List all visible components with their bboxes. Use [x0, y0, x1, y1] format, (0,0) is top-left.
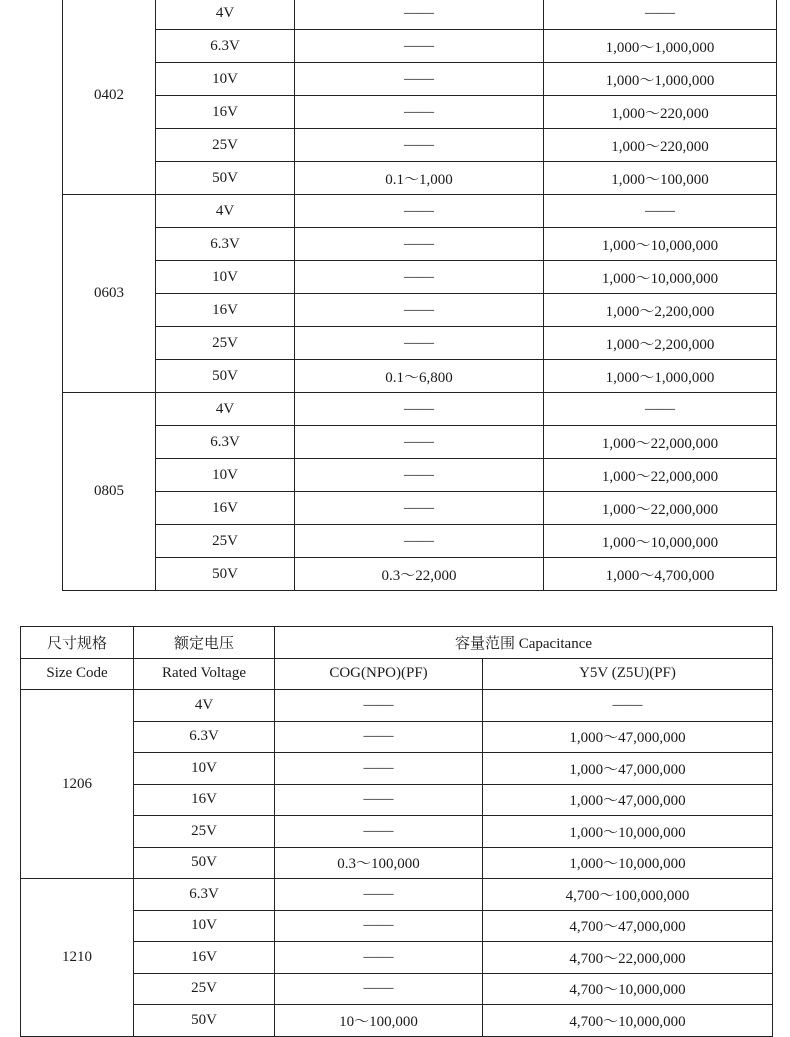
voltage-cell: 6.3V: [134, 879, 275, 911]
table-row: [63, 129, 777, 162]
y5v-cell: 1,000～10,000,000: [544, 261, 777, 294]
table-row: [21, 1005, 773, 1037]
cog-cell: ——: [295, 459, 544, 492]
voltage-cell: 4V: [134, 690, 275, 722]
table-row: [21, 847, 773, 879]
table-row: [63, 162, 777, 195]
voltage-cell: 50V: [134, 1005, 275, 1037]
header-size-en: Size Code: [21, 658, 134, 690]
y5v-cell: 4,700～10,000,000: [483, 973, 773, 1005]
cog-cell: ——: [275, 690, 483, 722]
y5v-cell: 1,000～2,200,000: [544, 327, 777, 360]
table-row: [63, 360, 777, 393]
table-row: [63, 0, 777, 30]
table-row: [21, 910, 773, 942]
voltage-cell: 6.3V: [134, 721, 275, 753]
cog-cell: 0.3～22,000: [295, 558, 544, 591]
voltage-cell: 4V: [156, 0, 295, 30]
capacitance-table-bottom: [20, 626, 773, 1037]
voltage-cell: 10V: [134, 910, 275, 942]
voltage-cell: 6.3V: [156, 228, 295, 261]
voltage-cell: 6.3V: [156, 30, 295, 63]
voltage-cell: 25V: [134, 973, 275, 1005]
table-row: [63, 30, 777, 63]
y5v-cell: 1,000～1,000,000: [544, 360, 777, 393]
voltage-cell: 50V: [156, 360, 295, 393]
table-row: [63, 393, 777, 426]
voltage-cell: 25V: [156, 129, 295, 162]
voltage-cell: 16V: [134, 784, 275, 816]
header-capacitance: 容量范围 Capacitance: [275, 627, 773, 659]
voltage-cell: 25V: [156, 525, 295, 558]
y5v-cell: 1,000～220,000: [544, 129, 777, 162]
voltage-cell: 16V: [156, 294, 295, 327]
y5v-cell: ——: [483, 690, 773, 722]
cog-cell: ——: [295, 261, 544, 294]
voltage-cell: 10V: [134, 753, 275, 785]
table-row: [21, 690, 773, 722]
y5v-cell: 1,000～47,000,000: [483, 784, 773, 816]
y5v-cell: 1,000～47,000,000: [483, 721, 773, 753]
table-row: [21, 816, 773, 848]
size-code-cell: 1206: [21, 690, 134, 879]
cog-cell: 0.1～1,000: [295, 162, 544, 195]
capacitance-table-top: [62, 0, 777, 591]
table-header: [21, 627, 773, 690]
cog-cell: ——: [295, 195, 544, 228]
cog-cell: ——: [295, 228, 544, 261]
voltage-cell: 4V: [156, 393, 295, 426]
voltage-cell: 50V: [156, 558, 295, 591]
table-row: [63, 426, 777, 459]
y5v-cell: ——: [544, 0, 777, 30]
y5v-cell: ——: [544, 393, 777, 426]
size-code-cell: 0402: [63, 0, 156, 195]
y5v-cell: 1,000～100,000: [544, 162, 777, 195]
voltage-cell: 16V: [134, 942, 275, 974]
table-row: [63, 294, 777, 327]
cog-cell: 10～100,000: [275, 1005, 483, 1037]
table-body: [63, 0, 777, 591]
cog-cell: ——: [275, 942, 483, 974]
voltage-cell: 50V: [134, 847, 275, 879]
table-row: [63, 459, 777, 492]
voltage-cell: 4V: [156, 195, 295, 228]
y5v-cell: 1,000～220,000: [544, 96, 777, 129]
voltage-cell: 25V: [134, 816, 275, 848]
header-row-1: [21, 627, 773, 659]
voltage-cell: 50V: [156, 162, 295, 195]
table-row: [21, 942, 773, 974]
table-body: [21, 690, 773, 1037]
table-row: [63, 195, 777, 228]
y5v-cell: 1,000～22,000,000: [544, 459, 777, 492]
cog-cell: ——: [295, 0, 544, 30]
y5v-cell: ——: [544, 195, 777, 228]
table-row: [63, 261, 777, 294]
y5v-cell: 1,000～4,700,000: [544, 558, 777, 591]
cog-cell: ——: [295, 63, 544, 96]
header-cog: COG(NPO)(PF): [275, 658, 483, 690]
y5v-cell: 4,700～22,000,000: [483, 942, 773, 974]
cog-cell: ——: [275, 784, 483, 816]
voltage-cell: 16V: [156, 96, 295, 129]
y5v-cell: 1,000～1,000,000: [544, 30, 777, 63]
y5v-cell: 1,000～22,000,000: [544, 492, 777, 525]
voltage-cell: 6.3V: [156, 426, 295, 459]
y5v-cell: 1,000～1,000,000: [544, 63, 777, 96]
cog-cell: ——: [275, 973, 483, 1005]
cog-cell: ——: [295, 426, 544, 459]
size-code-cell: 0805: [63, 393, 156, 591]
y5v-cell: 1,000～2,200,000: [544, 294, 777, 327]
table-row: [21, 879, 773, 911]
size-code-cell: 1210: [21, 879, 134, 1037]
voltage-cell: 25V: [156, 327, 295, 360]
cog-cell: ——: [295, 294, 544, 327]
table-row: [21, 973, 773, 1005]
table-row: [63, 63, 777, 96]
cog-cell: ——: [275, 816, 483, 848]
cog-cell: ——: [295, 327, 544, 360]
cog-cell: ——: [295, 30, 544, 63]
table-row: [21, 784, 773, 816]
table-row: [63, 525, 777, 558]
y5v-cell: 4,700～10,000,000: [483, 1005, 773, 1037]
cog-cell: ——: [275, 879, 483, 911]
y5v-cell: 1,000～10,000,000: [544, 228, 777, 261]
table-row: [21, 721, 773, 753]
cog-cell: ——: [295, 525, 544, 558]
table-row: [63, 558, 777, 591]
voltage-cell: 10V: [156, 459, 295, 492]
header-y5v: Y5V (Z5U)(PF): [483, 658, 773, 690]
header-voltage-cn: 额定电压: [134, 627, 275, 659]
header-voltage-en: Rated Voltage: [134, 658, 275, 690]
table-row: [63, 492, 777, 525]
y5v-cell: 1,000～47,000,000: [483, 753, 773, 785]
cog-cell: ——: [275, 753, 483, 785]
y5v-cell: 4,700～47,000,000: [483, 910, 773, 942]
cog-cell: ——: [275, 910, 483, 942]
cog-cell: ——: [295, 96, 544, 129]
cog-cell: ——: [295, 129, 544, 162]
size-code-cell: 0603: [63, 195, 156, 393]
y5v-cell: 1,000～10,000,000: [544, 525, 777, 558]
cog-cell: 0.1～6,800: [295, 360, 544, 393]
y5v-cell: 1,000～22,000,000: [544, 426, 777, 459]
voltage-cell: 16V: [156, 492, 295, 525]
table-row: [63, 228, 777, 261]
table-row: [63, 96, 777, 129]
header-row-2: [21, 658, 773, 690]
voltage-cell: 10V: [156, 63, 295, 96]
y5v-cell: 1,000～10,000,000: [483, 816, 773, 848]
header-size-cn: 尺寸规格: [21, 627, 134, 659]
y5v-cell: 4,700～100,000,000: [483, 879, 773, 911]
cog-cell: ——: [295, 393, 544, 426]
cog-cell: 0.3～100,000: [275, 847, 483, 879]
cog-cell: ——: [295, 492, 544, 525]
voltage-cell: 10V: [156, 261, 295, 294]
y5v-cell: 1,000～10,000,000: [483, 847, 773, 879]
table-row: [21, 753, 773, 785]
cog-cell: ——: [275, 721, 483, 753]
table-row: [63, 327, 777, 360]
